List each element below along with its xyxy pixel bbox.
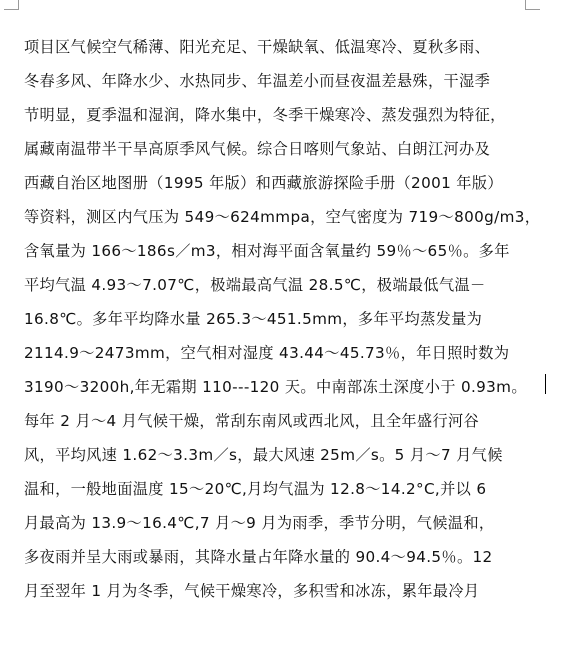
page-corner-mark-left — [4, 0, 19, 10]
text-line: 温和，一般地面温度 15～20℃,月均气温为 12.8～14.2°C,并以 6 — [24, 480, 487, 498]
text-line: 冬春多风、年降水少、水热同步、年温差小而昼夜温差悬殊，干湿季 — [24, 72, 491, 90]
text-line: 含氧量为 166～186s／m3，相对海平面含氧量约 59％～65％。多年 — [24, 242, 510, 260]
text-cursor — [545, 374, 546, 394]
text-line: 节明显，夏季温和湿润，降水集中，冬季干燥寒冷、蒸发强烈为特征， — [24, 106, 506, 124]
text-line: 西藏自治区地图册（1995 年版）和西藏旅游探险手册（2001 年版） — [24, 174, 503, 192]
text-line: 项目区气候空气稀薄、阳光充足、干燥缺氧、低温寒冷、夏秋多雨、 — [24, 38, 491, 56]
text-line: 多夜雨并呈大雨或暴雨，其降水量占年降水量的 90.4～94.5％。12 — [24, 548, 493, 566]
text-line: 属藏南温带半干旱高原季风气候。综合日喀则气象站、白朗江河办及 — [24, 140, 491, 158]
text-line: 月至翌年 1 月为冬季，气候干燥寒冷，多积雪和冰冻，累年最冷月 — [24, 582, 480, 600]
text-line: 月最高为 13.9～16.4℃,7 月～9 月为雨季，季节分明，气候温和， — [24, 514, 495, 532]
document-body-text[interactable] — [24, 30, 541, 608]
text-line: 等资料，测区内气压为 549～624mmpa，空气密度为 719～800g/m3， — [24, 208, 541, 226]
text-line: 3190～3200h,年无霜期 110---120 天。中南部冻土深度小于 0.93m。 — [24, 378, 527, 396]
text-line: 2114.9～2473mm，空气相对湿度 43.44～45.73％，年日照时数为 — [24, 344, 510, 362]
text-line: 平均气温 4.93～7.07℃，极端最高气温 28.5℃，极端最低气温－ — [24, 276, 486, 294]
text-line: 每年 2 月～4 月气候干燥，常刮东南风或西北风，且全年盛行河谷 — [24, 412, 480, 430]
text-line: 16.8℃。多年平均降水量 265.3～451.5mm，多年平均蒸发量为 — [24, 310, 483, 328]
text-line: 风，平均风速 1.62～3.3m／s，最大风速 25m／s。5 月～7 月气候 — [24, 446, 503, 464]
page-corner-mark-right — [525, 0, 540, 10]
